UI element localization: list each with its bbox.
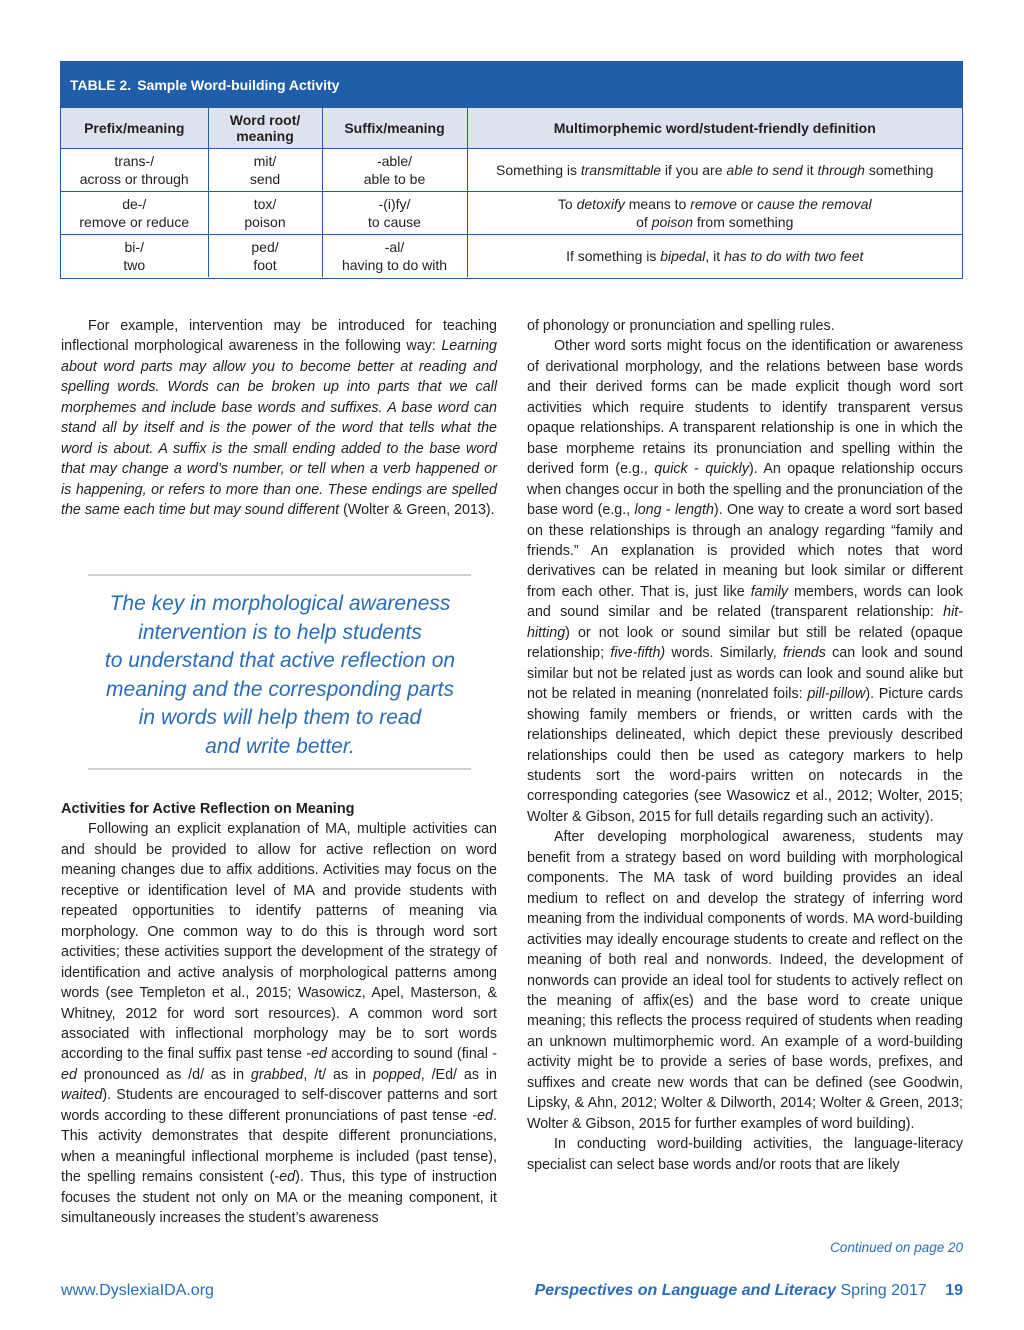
table-grid [61,108,962,277]
table-label: TABLE 2. [70,77,132,93]
root-cell: mit/ send [208,149,322,192]
table-row [61,235,962,278]
pull-quote-line: intervention is to help students [138,620,422,644]
website-link[interactable]: www.DyslexiaIDA.org [61,1282,214,1299]
table-title: Sample Word-building Activity [137,77,340,93]
definition-cell: If something is bipedal, it has to do with two feet [566,248,864,264]
suffix-cell: -(i)fy/ to cause [322,192,467,235]
paragraph: Other word sorts might focus on the identification or awareness of derivational morphology, and the relations between base words and their derived forms can be made explicit though word sort activities which require students to identify transparent versus opaque relationships. A transparent relationship is one in which the base morpheme retains its pronunciation and spelling within the derived form (e.g., quick - quickly). An opaque relationship occurs when changes occur in both the spelling and the pronunciation of the base word (e.g., long - length). One way to create a word sort based on these relationships is through an analogy regarding “family and friends.” An explanation is provided which notes that word derivatives can be related in meaning but look similar or different from each other. That is, just like family members, words can look and sound similar and be related (transparent relationship: hit-hitting) or not look or sound similar but still be related (opaque relationship; five-fifth) words. Similarly, friends can look and sound similar but not be related just as words can look and sound alike but not be related in meaning (nonrelated foils: pill-pillow). Picture cards showing family members or friends, or written cards with the relationships delineated, which depict these previously described relationships could then be used as category markers to help students sort the word-pairs written on notecards in the corresponding categories (see Wasowicz et al., 2012; Wolter, 2015; Wolter & Gibson, 2015 for full details regarding such an activity). [527,338,963,825]
pull-quote-rule-bottom [88,768,471,770]
pull-quote-line: meaning and the corresponding parts [106,677,454,701]
page-number: 19 [945,1282,963,1299]
paragraph: Following an explicit explanation of MA, multiple activities can and should be provided to allow for active reflection on word meaning changes due to affix additions. Activities may focus on the receptive or identification level of MA and provide students with repeated opportunities to identify patterns of meaning via morphology. One common way to do this is through word sort activities; these activities support the development of the strategy of identification and active analysis of morphological patterns among words (see Templeton et al., 2015; Wasowicz, Apel, Masterson, & Whitney, 2012 for word sort resources). A common word sort associated with inflectional morphology may be to sort words according to the final suffix past tense -ed according to sound (final -ed pronounced as /d/ as in grabbed, /t/ as in popped, /Ed/ as in waited). Students are encouraged to self-discover patterns and sort words according to these different pronunciations of past tense -ed. This activity demonstrates that despite different pronunciations, when a meaningful inflectional morpheme is included (past tense), the spelling remains consistent (-ed). Thus, this type of instruction focuses the student not only on MA or the meaning component, it simultaneously increases the student’s awareness [61,821,497,1227]
root-cell: ped/ foot [208,235,322,278]
suffix-cell: -able/ able to be [322,149,467,192]
pull-quote-line: to understand that active reflection on [104,649,456,673]
table-row [61,149,962,192]
header-prefix: Prefix/meaning [61,108,208,149]
paragraph: For example, intervention may be introduced for teaching inflectional morphological awareness in the following way: Learning about word parts may allow you to become better at reading and spelling words. Words can be broken up into parts that we call morphemes and include base words and suffixes. A base word can stand all by itself and is the power of the word that tells what the word is about. A suffix is the small ending added to the base word that may change a word’s number, or tell when a verb happened or is happening, or refers to more than one. These endings are spelled the same each time but may sound different (Wolter & Green, 2013). [61,318,497,519]
left-column-intro [61,316,497,521]
footer-journal [535,1282,963,1300]
pull-quote-line: The key in morphological awareness [109,592,451,615]
pull-quote [70,590,490,762]
pull-quote-line: in words will help them to read [138,706,422,730]
header-root: Word root/ meaning [208,108,322,149]
root-cell: tox/ poison [208,192,322,235]
left-column-activities [61,799,497,1229]
header-definition: Multimorphemic word/student-friendly definition [467,108,962,149]
prefix-cell: trans-/ across or through [61,149,208,192]
section-heading: Activities for Active Reflection on Meaning [61,801,355,817]
prefix-cell: de-/ remove or reduce [61,192,208,235]
definition-cell: To detoxify means to remove or cause the removal of poison from something [467,192,962,235]
pull-quote-line: and write better. [205,734,355,758]
paragraph: After developing morphological awareness, students may benefit from a strategy based on word building with morphological components. The MA task of word building provides an ideal medium to reflect on and develop the strategy of inferring word meaning from the individual components of words. MA word-building activities may ideally encourage students to create and reflect on the meaning of both real and nonwords. Indeed, the development of nonwords can provide an ideal tool for students to actively reflect on the meaning of affix(es) and the base word to create unique meaning; this reflects the process required of students when reading an unknown multimorphemic word. An example of a word-building activity might be to provide a series of base words, prefixes, and suffixes and create new words that can be defined (see Goodwin, Lipsky, & Ahn, 2012; Wolter & Dilworth, 2014; Wolter & Green, 2013; Wolter & Gibson, 2015 for further examples of word building). [527,829,963,1132]
table-title-bar [61,62,962,108]
paragraph: In conducting word-building activities, the language-literacy specialist can select base words and/or roots that are likely [527,1136,963,1173]
right-column [527,316,963,1175]
paragraph: of phonology or pronunciation and spelling rules. [527,318,835,334]
prefix-cell: bi-/ two [61,235,208,278]
table-row [61,192,962,235]
continued-note: Continued on page 20 [830,1240,963,1255]
pull-quote-rule-top [88,574,471,576]
journal-title: Perspectives on Language and Literacy [534,1282,836,1299]
definition-cell: Something is transmittable if you are able to send it through something [467,149,962,192]
word-building-table [60,61,963,279]
issue-label: Spring 2017 [840,1282,927,1299]
suffix-cell: -al/ having to do with [322,235,467,278]
header-suffix: Suffix/meaning [322,108,467,149]
